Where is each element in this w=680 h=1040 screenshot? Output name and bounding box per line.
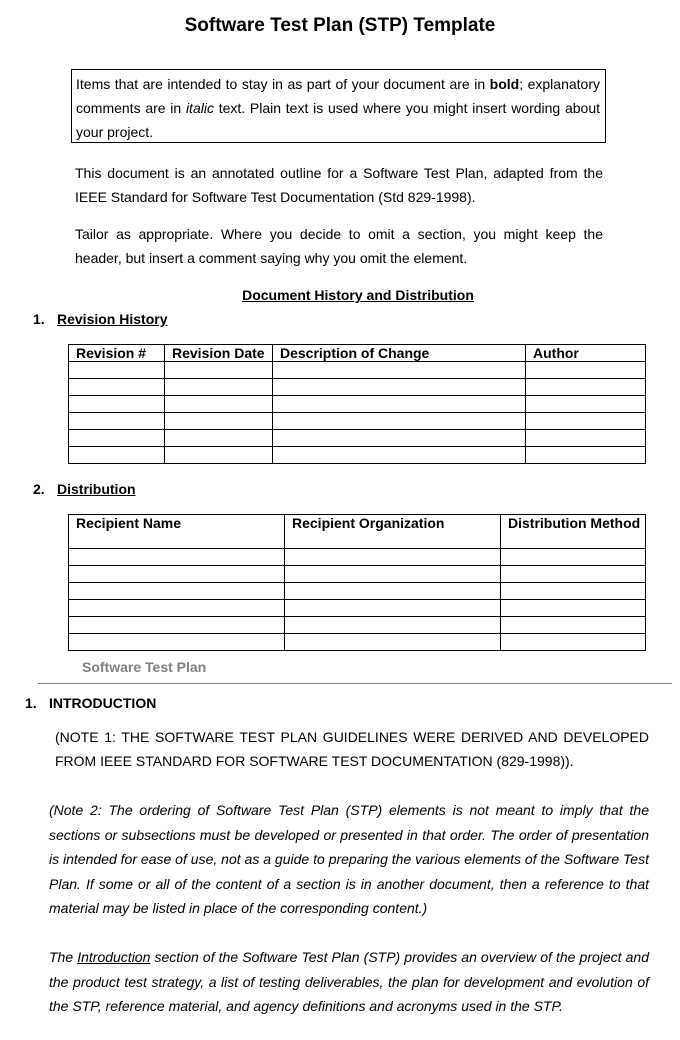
table-cell[interactable] [165, 379, 273, 396]
table-cell[interactable] [69, 430, 165, 447]
revision-history-title: Revision History [57, 311, 168, 327]
col-revision-number: Revision # [69, 345, 165, 362]
table-cell[interactable] [69, 634, 285, 651]
table-cell[interactable] [273, 413, 526, 430]
introduction-title: INTRODUCTION [49, 695, 157, 711]
revision-history-table [68, 344, 646, 464]
table-cell[interactable] [69, 413, 165, 430]
introduction-heading [25, 695, 156, 711]
table-cell[interactable] [69, 379, 165, 396]
col-revision-date: Revision Date [165, 345, 273, 362]
col-description-of-change: Description of Change [273, 345, 526, 362]
table-cell[interactable] [273, 396, 526, 413]
table-cell[interactable] [69, 549, 285, 566]
table-cell[interactable] [285, 634, 501, 651]
intro-text-after: section of the Software Test Plan (STP) provides an overview of the project and the product test strategy, a list of testing deliverables, the plan for development and evolution of the STP, reference material, and agency definitions and acronyms used in the STP. [49, 949, 650, 1014]
table-cell[interactable] [285, 600, 501, 617]
introduction-note-2: (Note 2: The ordering of Software Test Plan (STP) elements is not meant to imply that the sections or subsections must be developed or presented in that order. The order of presentation is intended for ease of use, not as a guide to preparing the various elements of the Software Test Plan. If some or all of the content of a section is in another document, then a reference to that material may be listed in place of the corresponding content.) [49, 802, 649, 916]
doc-history-heading: Document History and Distribution [242, 287, 474, 303]
table-cell[interactable] [285, 549, 501, 566]
table-cell[interactable] [501, 617, 646, 634]
distribution-table [68, 514, 646, 651]
table-cell[interactable] [285, 617, 501, 634]
introduction-note-1: (NOTE 1: THE SOFTWARE TEST PLAN GUIDELINES WERE DERIVED AND DEVELOPED FROM IEEE STANDARD FOR SOFTWARE TEST DOCUMENTATION (829-1998)). [55, 729, 649, 769]
revision-header-row [69, 345, 646, 362]
col-recipient-organization: Recipient Organization [285, 515, 501, 549]
table-row [69, 583, 646, 600]
table-row [69, 634, 646, 651]
table-cell[interactable] [526, 413, 646, 430]
table-cell[interactable] [165, 430, 273, 447]
revision-history-number: 1. [33, 311, 45, 327]
table-row [69, 430, 646, 447]
table-cell[interactable] [69, 447, 165, 464]
intro-text-before: The [49, 949, 78, 965]
formatting-note-box [71, 69, 606, 143]
table-cell[interactable] [501, 634, 646, 651]
table-cell[interactable] [526, 447, 646, 464]
table-cell[interactable] [501, 566, 646, 583]
page-divider [38, 683, 672, 684]
table-cell[interactable] [273, 430, 526, 447]
table-row [69, 413, 646, 430]
table-cell[interactable] [526, 396, 646, 413]
note-text-3: text. Plain text is used where you might insert wording about your project. [76, 100, 600, 140]
table-cell[interactable] [526, 430, 646, 447]
table-cell[interactable] [501, 583, 646, 600]
table-cell[interactable] [69, 566, 285, 583]
table-cell[interactable] [501, 600, 646, 617]
table-cell[interactable] [69, 583, 285, 600]
table-row [69, 379, 646, 396]
table-cell[interactable] [285, 583, 501, 600]
intro-paragraph-2: Tailor as appropriate. Where you decide to omit a section, you might keep the header, but insert a comment saying why you omit the element. [75, 226, 603, 266]
introduction-link: Introduction [77, 949, 151, 965]
table-row [69, 362, 646, 379]
table-cell[interactable] [273, 379, 526, 396]
note-bold-word: bold [489, 76, 520, 92]
table-cell[interactable] [69, 396, 165, 413]
table-cell[interactable] [165, 396, 273, 413]
distribution-heading [33, 481, 136, 497]
table-cell[interactable] [501, 549, 646, 566]
distribution-title: Distribution [57, 481, 136, 497]
col-distribution-method: Distribution Method [501, 515, 646, 549]
table-cell[interactable] [285, 566, 501, 583]
col-recipient-name: Recipient Name [69, 515, 285, 549]
introduction-paragraph [49, 945, 649, 1019]
note-italic-word: italic [185, 100, 214, 116]
table-cell[interactable] [165, 447, 273, 464]
table-row [69, 396, 646, 413]
table-cell[interactable] [273, 447, 526, 464]
col-author: Author [526, 345, 646, 362]
table-row [69, 566, 646, 583]
note-text-1: Items that are intended to stay in as part of your document are in [76, 76, 490, 92]
table-cell[interactable] [526, 379, 646, 396]
distribution-header-row [69, 515, 646, 549]
table-cell[interactable] [69, 617, 285, 634]
note-text-2: ; explanatory comments are in [76, 76, 600, 116]
table-cell[interactable] [273, 362, 526, 379]
intro-paragraph-1: This document is an annotated outline for a Software Test Plan, adapted from the IEEE Standard for Software Test Documentation (Std 829-1998). [75, 165, 603, 205]
revision-history-heading [33, 311, 167, 327]
table-cell[interactable] [69, 362, 165, 379]
document-title: Software Test Plan (STP) Template [184, 15, 496, 36]
table-row [69, 447, 646, 464]
table-cell[interactable] [526, 362, 646, 379]
table-row [69, 549, 646, 566]
table-cell[interactable] [69, 600, 285, 617]
table-cell[interactable] [165, 362, 273, 379]
table-cell[interactable] [165, 413, 273, 430]
page-footer-label: Software Test Plan [82, 659, 207, 675]
introduction-number: 1. [25, 695, 37, 711]
table-row [69, 600, 646, 617]
table-row [69, 617, 646, 634]
distribution-number: 2. [33, 481, 45, 497]
